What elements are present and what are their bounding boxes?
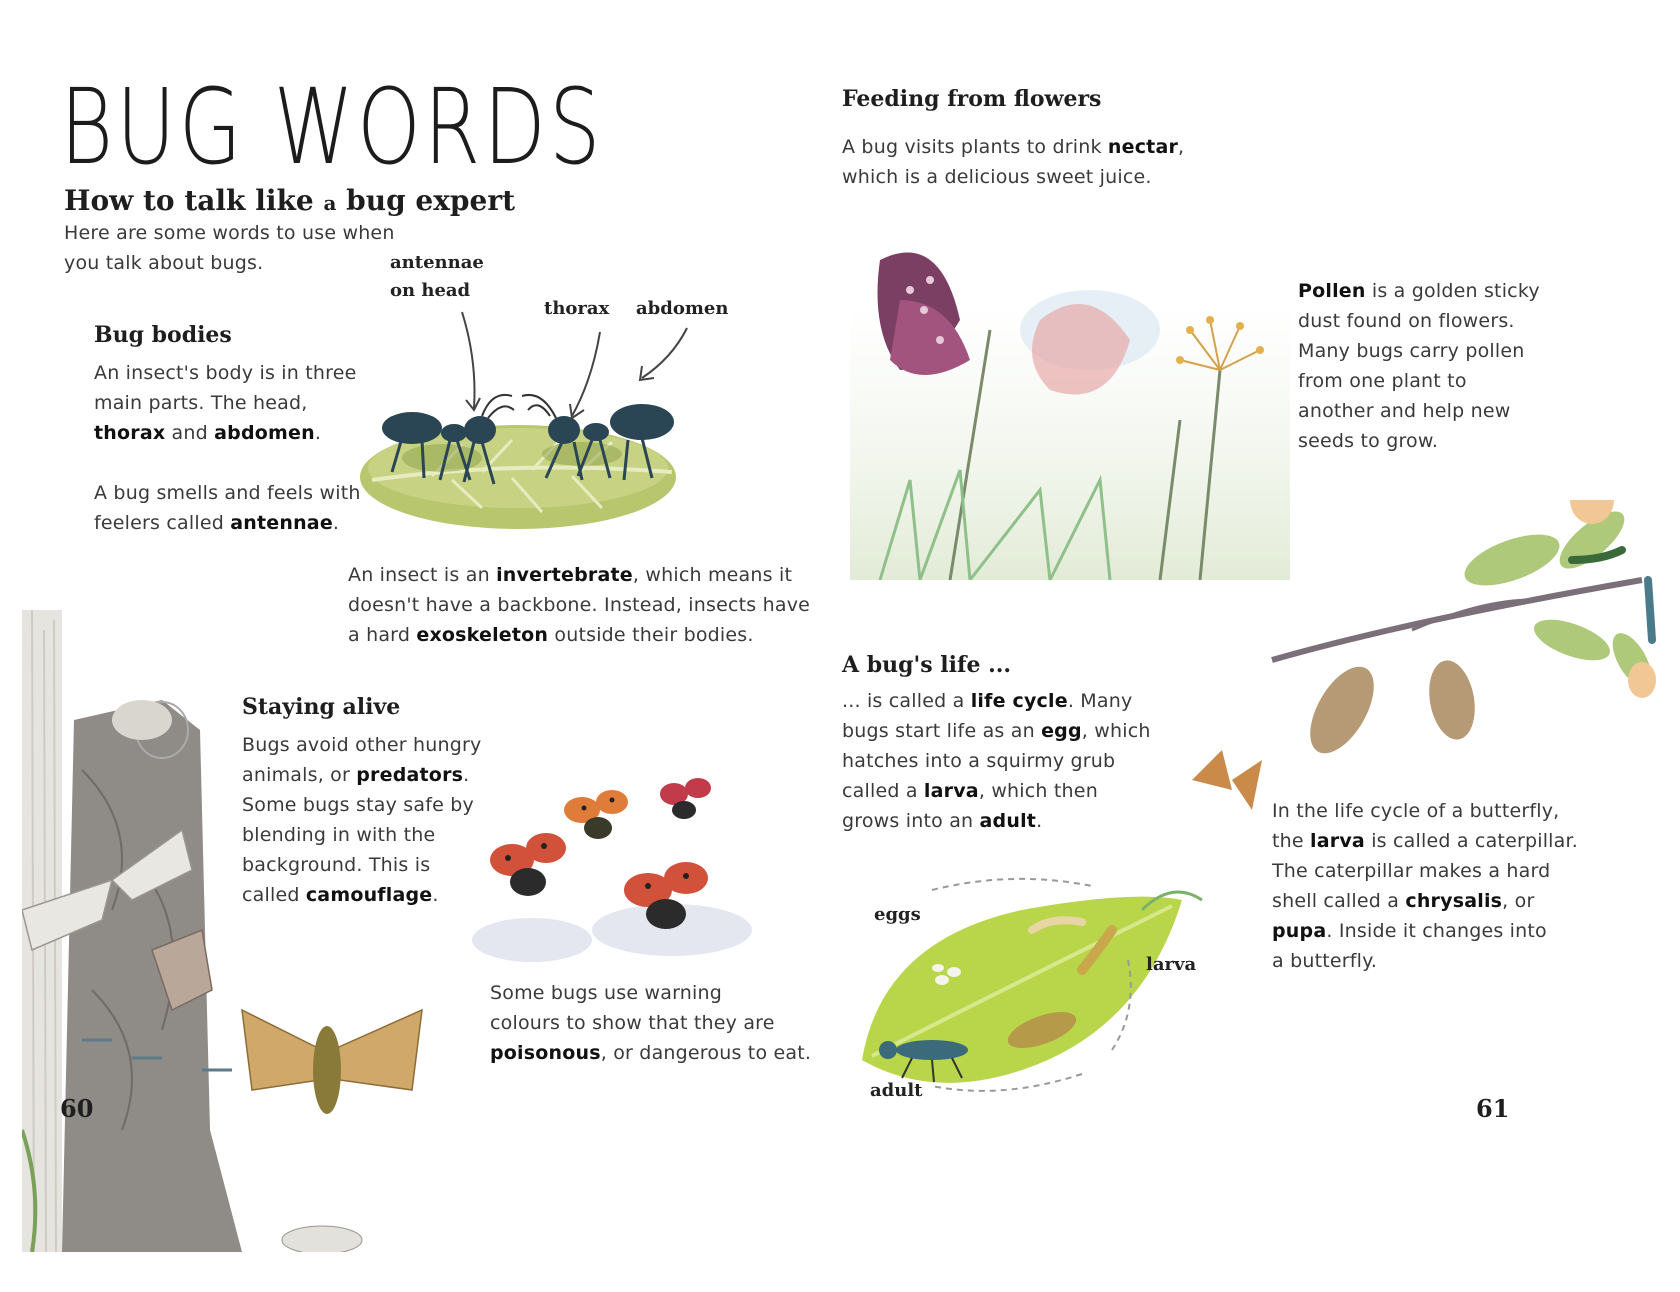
pollen-text: Pollen is a golden sticky dust found on flowers. Many bugs carry pollen from one plant to another and help new seeds to grow. bbox=[1298, 280, 1540, 452]
label-on-head: on head bbox=[390, 280, 471, 301]
staying-alive-text: Bugs avoid other hungry animals, or predators. Some bugs stay safe by blending in with the background. This is called camouflage. bbox=[242, 734, 482, 906]
label-larva: larva bbox=[1146, 954, 1197, 975]
page-title: BUG WORDS bbox=[60, 66, 604, 188]
book-spread bbox=[22, 40, 1658, 1252]
heading-a-bugs-life: A bug's life ... bbox=[842, 652, 1012, 678]
label-eggs: eggs bbox=[874, 904, 921, 925]
life-cycle-leaf-illustration bbox=[842, 860, 1212, 1110]
page-number-right: 61 bbox=[1476, 1094, 1510, 1123]
life-cycle-text: ... is called a life cycle. Many bugs start life as an egg, which hatches into a squirmy grub called a larva, which then grows into an adult. bbox=[842, 690, 1151, 832]
page-number-left: 60 bbox=[60, 1094, 94, 1123]
label-thorax: thorax bbox=[544, 298, 610, 319]
tree-trunk-moths-illustration bbox=[22, 570, 462, 1252]
bug-bodies-text: An insect's body is in three main parts. The head, thorax and abdomen. A bug smells and feels with feelers called antennae. bbox=[94, 362, 361, 534]
label-abdomen: abdomen bbox=[636, 298, 729, 319]
heading-bug-bodies: Bug bodies bbox=[94, 322, 232, 348]
invertebrate-text: An insect is an invertebrate, which means it doesn't have a backbone. Instead, insects have a hard exoskeleton outside their bodies. bbox=[348, 564, 811, 646]
butterfly-cycle-text: In the life cycle of a butterfly, the larva is called a caterpillar. The caterpillar makes a hard shell called a chrysalis, or pupa. Inside it changes into a butterfly. bbox=[1272, 800, 1579, 972]
page-subtitle: How to talk like a bug expert bbox=[64, 184, 516, 217]
heading-staying-alive: Staying alive bbox=[242, 694, 401, 720]
feeding-text: A bug visits plants to drink nectar, which is a delicious sweet juice. bbox=[842, 136, 1185, 188]
ladybirds-illustration bbox=[452, 730, 782, 990]
warning-colours-text: Some bugs use warning colours to show that they are poisonous, or dangerous to eat. bbox=[490, 982, 812, 1064]
intro-text: Here are some words to use when you talk about bugs. bbox=[64, 222, 395, 274]
label-adult: adult bbox=[870, 1080, 923, 1101]
label-antennae: antennae bbox=[390, 252, 484, 273]
heading-feeding-from-flowers: Feeding from flowers bbox=[842, 86, 1102, 112]
